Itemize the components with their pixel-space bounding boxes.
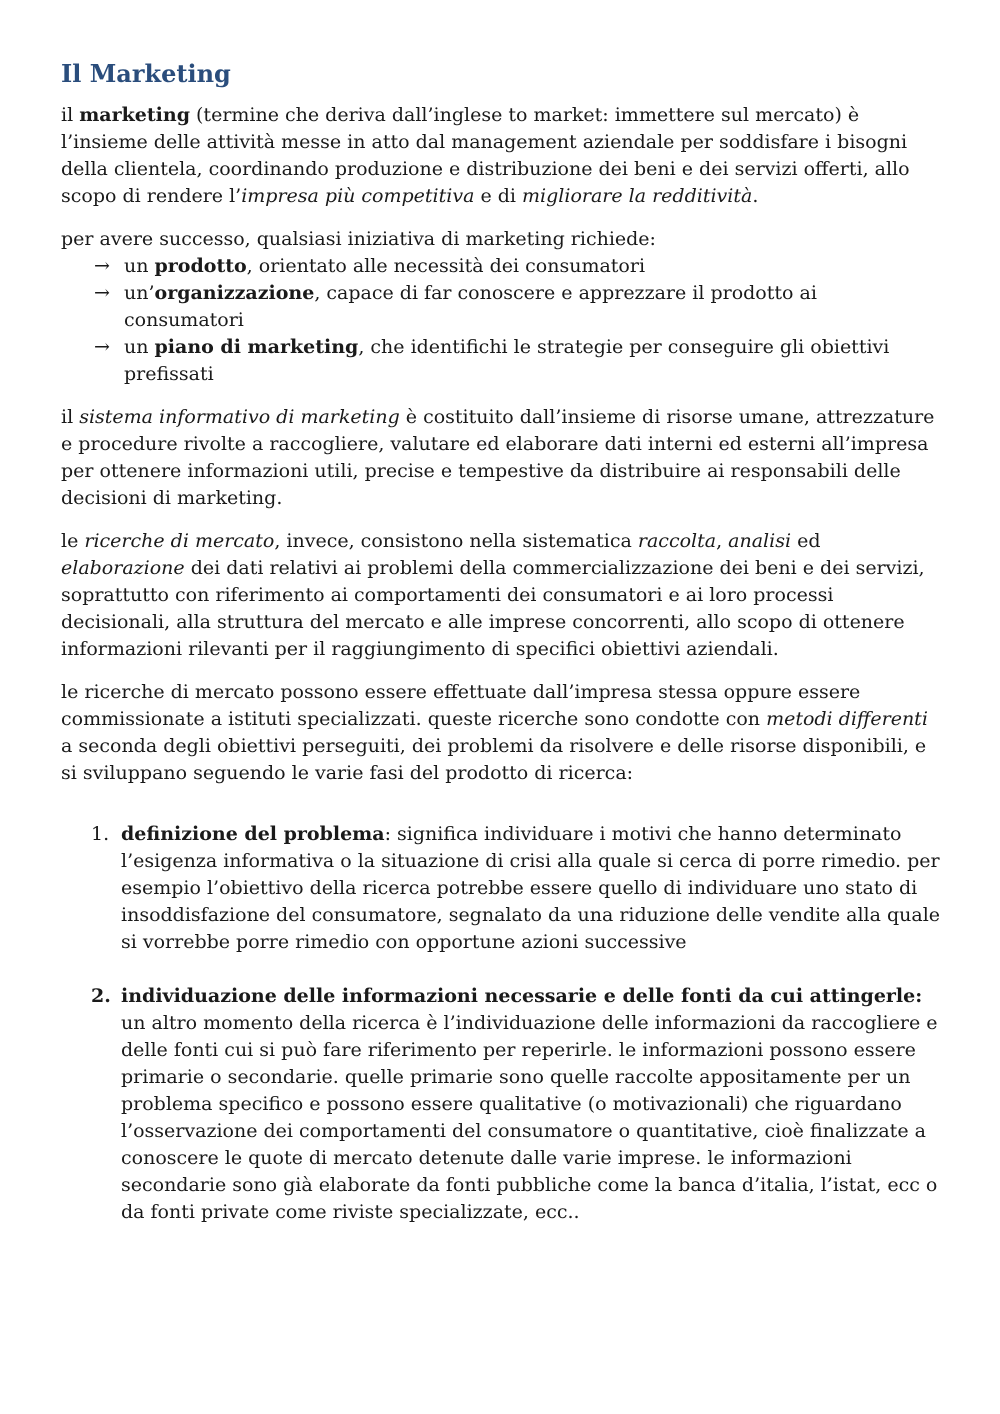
text: il: [61, 406, 80, 428]
text: un: [124, 336, 155, 358]
italic-term: sistema informativo di marketing: [79, 406, 400, 428]
bold-term: individuazione delle informazioni necessarie e delle fonti da cui attingerle:: [121, 985, 923, 1007]
list-item: [94, 280, 941, 334]
paragraph-research-methods: [61, 679, 941, 787]
paragraph-requirements-intro: per avere successo, qualsiasi iniziativa di marketing richiede:: [61, 228, 656, 250]
list-item: [91, 983, 941, 1226]
italic-term: impresa più competitiva: [241, 185, 475, 207]
bold-term: definizione del problema: [121, 823, 385, 845]
italic-term: raccolta: [637, 530, 717, 552]
paragraph-definition: [61, 102, 941, 210]
bold-term: piano di marketing: [154, 336, 359, 358]
text: ed: [791, 530, 821, 552]
italic-term: elaborazione: [61, 557, 185, 579]
bold-term: marketing: [79, 104, 190, 126]
text: è costituito dall’insieme di risorse umane, attrezzature e procedure rivolte a raccogliere, valutare ed elaborare dati interni ed esterni all’impresa per ottenere informazioni utili, precise e tempestive da distribuire ai responsabili delle decisioni di marketing.: [61, 406, 935, 509]
research-steps-list: [61, 821, 941, 1226]
text: dei dati relativi ai problemi della commercializzazione dei beni e dei servizi, soprattutto con riferimento ai comportamenti dei consumatori e ai loro processi decisionali, alla struttura del mercato e alle imprese concorrenti, allo scopo di ottenere informazioni rilevanti per il raggiungimento di specifici obiettivi aziendali.: [61, 557, 925, 660]
list-number: 1.: [91, 823, 110, 845]
bold-term: prodotto: [154, 255, 247, 277]
text: le ricerche di mercato possono essere effettuate dall’impresa stessa oppure essere commissionate a istituti specializzati. queste ricerche sono condotte con: [61, 681, 861, 730]
list-item: [94, 334, 941, 388]
text: a seconda degli obiettivi perseguiti, dei problemi da risolvere e delle risorse disponibili, e si sviluppano seguendo le varie fasi del prodotto di ricerca:: [61, 735, 927, 784]
text: un: [124, 255, 155, 277]
document-page: [61, 56, 941, 1226]
list-item: [91, 821, 941, 956]
arrow-icon: →: [94, 336, 110, 358]
text: e di: [474, 185, 523, 207]
arrow-icon: →: [94, 255, 110, 277]
list-item: [94, 253, 941, 280]
text: ,: [716, 530, 729, 552]
page-title: Il Marketing: [61, 59, 231, 88]
text: (termine che deriva dall’inglese to market: immettere sul mercato) è l’insieme delle attività messe in atto dal management aziendale per soddisfare i bisogni della clientela, coordinando produzione e distribuzione dei beni e dei servizi offerti, allo scopo di rendere l’: [61, 104, 910, 207]
text: il: [61, 104, 80, 126]
arrow-icon: →: [94, 282, 110, 304]
italic-term: ricerche di mercato: [84, 530, 275, 552]
text: , invece, consistono nella sistematica: [274, 530, 638, 552]
text: un’: [124, 282, 155, 304]
text: le: [61, 530, 85, 552]
text: : significa individuare i motivi che hanno determinato l’esigenza informativa o la situazione di crisi alla quale si cerca di porre rimedio. per esempio l’obiettivo della ricerca potrebbe essere quello di individuare uno stato di insoddisfazione del consumatore, segnalato da una riduzione delle vendite alla quale si vorrebbe porre rimedio con opportune azioni successive: [121, 823, 941, 953]
italic-term: migliorare la redditività: [522, 185, 753, 207]
text: , orientato alle necessità dei consumatori: [246, 255, 646, 277]
paragraph-market-research: [61, 528, 941, 663]
italic-term: metodi differenti: [766, 708, 928, 730]
text: un altro momento della ricerca è l’individuazione delle informazioni da raccogliere e delle fonti cui si può fare riferimento per reperirle. le informazioni possono essere primarie o secondarie. quelle primarie sono quelle raccolte appositamente per un problema specifico e possono essere qualitative (o motivazionali) che riguardano l’osservazione dei comportamenti del consumatore o quantitative, cioè finalizzate a conoscere le quote di mercato detenute dalle varie imprese. le informazioni secondarie sono già elaborate da fonti pubbliche come la banca d’italia, l’istat, ecc o da fonti private come riviste specializzate, ecc..: [121, 1012, 938, 1223]
requirements-list: [61, 253, 941, 388]
italic-term: analisi: [728, 530, 792, 552]
paragraph-information-system: [61, 404, 941, 512]
text: , che identifichi le strategie per conseguire gli obiettivi prefissati: [124, 336, 890, 385]
list-number: 2.: [91, 985, 111, 1007]
bold-term: organizzazione: [154, 282, 315, 304]
text: .: [752, 185, 759, 207]
text: , capace di far conoscere e apprezzare il prodotto ai consumatori: [124, 282, 817, 331]
